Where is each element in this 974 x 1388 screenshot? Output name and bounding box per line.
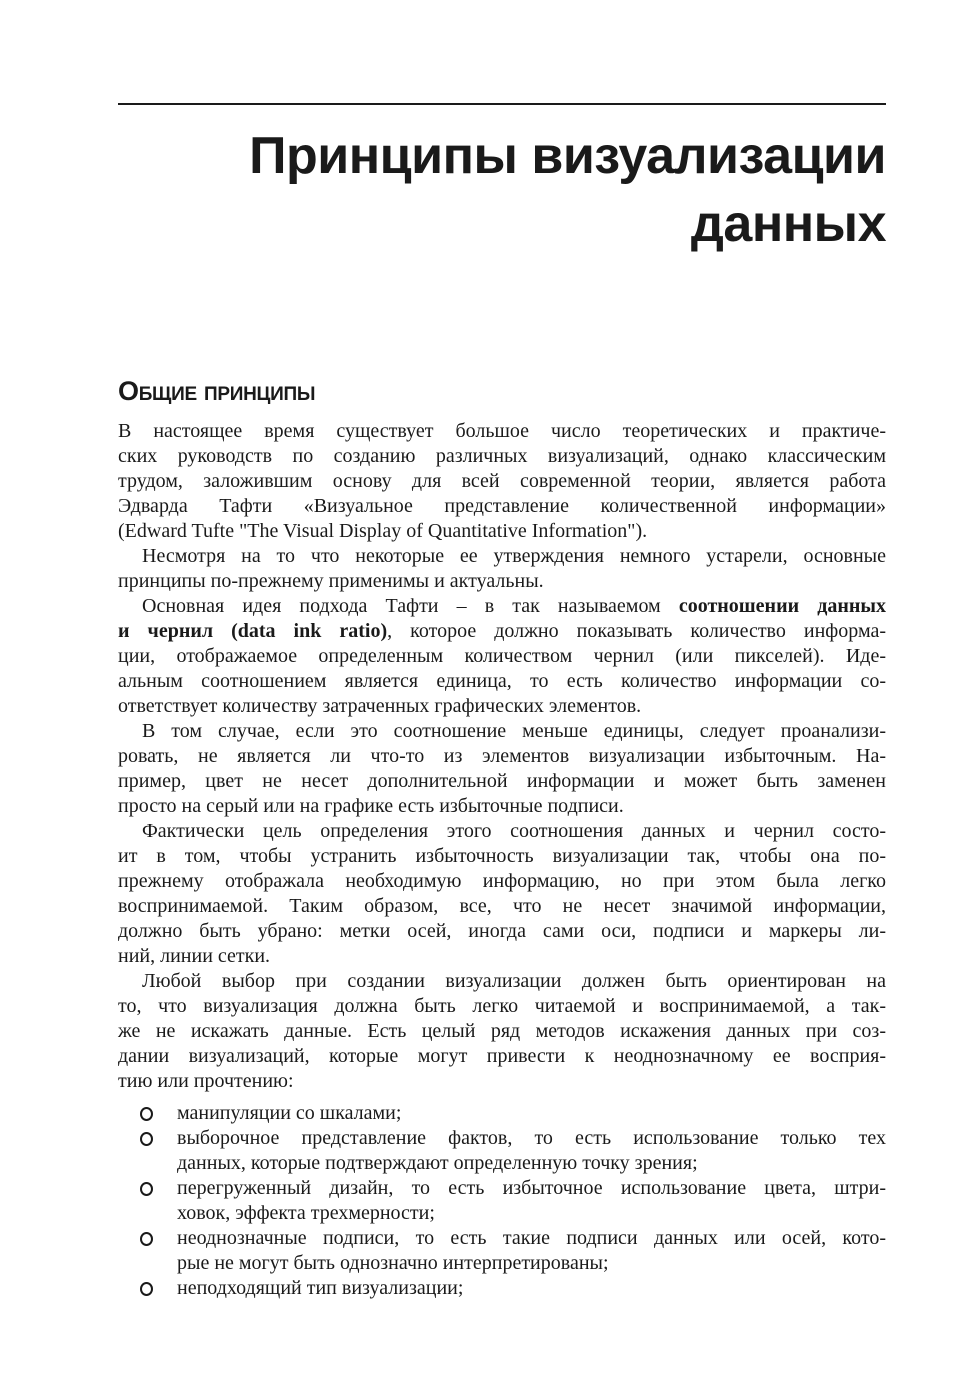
text-line: перегруженный дизайн, то есть избыточное использование цвета, штри- [177,1177,886,1199]
text-line: Эдварда Тафти «Визуальное представление количественной информации» [118,495,886,517]
paragraph [118,594,886,719]
text-line: ит в том, чтобы устранить избыточность визуализации так, чтобы она по- [118,845,886,867]
text-line: трудом, заложившим основу для всей современной теории, является работа [118,470,886,492]
text-line: ответствует количеству затраченных графических элементов. [118,695,642,717]
paragraph [118,719,886,819]
text-line: то, что визуализация должна быть легко читаемой и воспринимаемой, а так- [118,995,886,1017]
text-line: принципы по-прежнему применимы и актуальны. [118,570,544,592]
text-line: тию или прочтению: [118,1070,294,1092]
text-line: и чернил (data ink ratio), которое должно показывать количество информа- [118,620,886,642]
text-line: Фактически цель определения этого соотношения данных и чернил состо- [142,820,886,842]
text-line: ний, линии сетки. [118,945,271,967]
text-line: неподходящий тип визуализации; [177,1277,464,1299]
text-line: ровать, не является ли что-то из элементов визуализации избыточным. На- [118,745,886,767]
text-line: ховок, эффекта трехмерности; [177,1202,435,1224]
text-line: альным соотношением является единица, то есть количество информации со- [118,670,886,692]
text-line: манипуляции со шкалами; [177,1102,402,1124]
list-item [118,1176,886,1226]
text-line: Несмотря на то что некоторые ее утверждения немного устарели, основные [142,545,886,567]
circle-bullet-icon [140,1282,153,1296]
text-line: неоднозначные подписи, то есть такие подписи данных или осей, кото- [177,1227,886,1249]
text-line: Любой выбор при создании визуализации должен быть ориентирован на [142,970,886,992]
text-line: В том случае, если это соотношение меньше единицы, следует проанализи- [142,720,886,742]
text-line: дании визуализаций, которые могут привести к неоднозначному ее восприя- [118,1045,886,1067]
body-text [118,419,886,1301]
text-line: Основная идея подхода Тафти – в так называемом соотношении данных [142,595,886,617]
circle-bullet-icon [140,1182,153,1196]
chapter-title-line-1: Принципы визуализации [249,127,886,185]
text-line: ских руководств по созданию различных визуализаций, однако классическим [118,445,886,467]
text-line: прежнему отображала необходимую информацию, но при этом была легко [118,870,886,892]
circle-bullet-icon [140,1107,153,1121]
list-item [118,1101,886,1126]
bullet-list [118,1101,886,1301]
paragraph [118,819,886,969]
circle-bullet-icon [140,1232,153,1246]
text-line: же не искажать данные. Есть целый ряд методов искажения данных при соз- [118,1020,886,1042]
circle-bullet-icon [140,1132,153,1146]
bold-term: и чернил (data ink ratio) [118,620,388,642]
text-line: выборочное представление фактов, то есть использование только тех [177,1127,886,1149]
text-line: пример, цвет не несет дополнительной информации и может быть заменен [118,770,886,792]
chapter-title-line-2: данных [690,195,886,253]
bold-term: соотношении данных [678,595,886,617]
text-line: должно быть убрано: метки осей, иногда сами оси, подписи и маркеры ли- [118,920,886,942]
text-line: рые не могут быть однозначно интерпретированы; [177,1252,609,1274]
paragraph [118,419,886,544]
text-line: данных, которые подтверждают определенную точку зрения; [177,1152,698,1174]
paragraph [118,969,886,1094]
section-heading: Общие принципы [118,376,316,406]
text-line: воспринимаемой. Таким образом, все, что не несет значимой информации, [118,895,886,917]
text-line: ции, отображаемое определенным количеством чернил (или пикселей). Иде- [118,645,886,667]
list-item [118,1226,886,1276]
paragraph [118,544,886,594]
chapter-title [118,122,886,258]
list-item [118,1126,886,1176]
text-line: (Edward Tufte "The Visual Display of Quantitative Information"). [118,520,648,542]
text-line: просто на серый или на графике есть избыточные подписи. [118,795,624,817]
text-line: В настоящее время существует большое число теоретических и практиче- [118,420,886,442]
list-item [118,1276,886,1301]
chapter-rule [118,103,886,105]
